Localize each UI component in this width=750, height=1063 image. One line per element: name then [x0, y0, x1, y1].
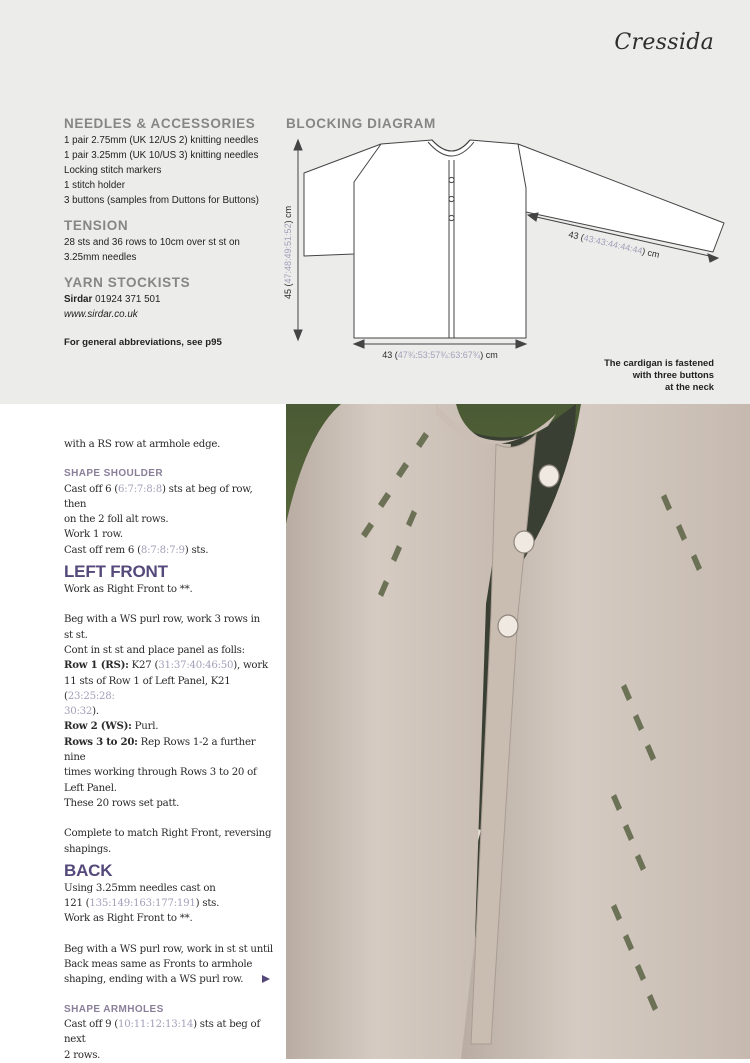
pattern-instructions: with a RS row at armhole edge. SHAPE SHOULDER Cast off 6 (6:7:7:8:8) sts at beg of row, then on the 2 foll alt rows. Work 1 row. Cast off rem 6 (8:7:8:7:9) sts. LEFT FRONT Work as Right Front to **. Beg with a WS purl row, work 3 rows in st st. Cont in st st and place panel as folls: Row 1 (RS): K27 (31:37:40:46:50), work 11 sts of Row 1 of Left Panel, K21 (23:25:28: 30:32). Row 2 (WS): Purl. Rows 3 to 20: Rep Rows 1-2 a further nine times working through Rows 3 to 20 of Left Panel. These 20 rows set patt. Complete to match Right Front, reversing shapings. BACK Using 3.25mm needles cast on 121 (135:149:163:177:191) sts. Work as Right Front to **. Beg with a WS purl row, work in st st until Back meas same as Fronts to armhole shaping, ending with a WS purl row. SHAPE ARMHOLES Cast off 9 (10:11:12:13:14) sts at beg of next 2 rows. — [64, 439, 273, 1061]
needles-heading: NEEDLES & ACCESSORIES — [64, 116, 256, 131]
diagram-button — [449, 215, 454, 220]
blocking-diagram-title: BLOCKING DIAGRAM — [286, 116, 436, 131]
back-heading: BACK — [64, 860, 113, 880]
yarn-stockist — [64, 292, 279, 307]
cardigan-photo — [286, 404, 750, 1059]
tension-line: 28 sts and 36 rows to 10cm over st st on — [64, 237, 240, 248]
abbreviations-note: For general abbreviations, see p95 — [64, 337, 222, 348]
tension-line: 3.25mm needles — [64, 252, 137, 263]
blocking-diagram — [282, 136, 732, 368]
diagram-button — [449, 177, 454, 182]
needles-line: Locking stitch markers — [64, 165, 162, 176]
cardigan-button — [498, 615, 518, 637]
needles-line: 1 pair 3.25mm (UK 10/US 3) knitting needles — [64, 150, 259, 161]
shape-armholes-heading: SHAPE ARMHOLES — [64, 1003, 164, 1015]
diagram-button — [449, 196, 454, 201]
needles-line: 1 stitch holder — [64, 180, 125, 191]
diagram-body — [354, 140, 526, 338]
needles-line: 3 buttons (samples from Duttons for Buttons) — [64, 195, 259, 206]
yarn-phone: 01924 371 501 — [95, 294, 161, 305]
tension-heading: TENSION — [64, 218, 129, 233]
continue-arrow-icon — [262, 975, 270, 983]
yarn-brand: Sirdar — [64, 294, 93, 305]
length-label: 45 (47:48:49:51:52) cm — [283, 205, 293, 299]
left-front-heading: LEFT FRONT — [64, 562, 168, 582]
yarn-website-link[interactable]: www.sirdar.co.uk — [64, 309, 138, 320]
width-label: 43 (47¾:53:57¾:63:67¾) cm — [382, 350, 498, 360]
sleeve-label: 43 (43:43:44:44:44) cm — [567, 229, 661, 260]
cardigan-button — [514, 531, 534, 553]
yarn-heading: YARN STOCKISTS — [64, 275, 191, 290]
intro-line: with a RS row at armhole edge. — [64, 439, 221, 450]
photo-caption: The cardigan is fastened with three buttons at the neck — [604, 357, 714, 392]
needles-line: 1 pair 2.75mm (UK 12/US 2) knitting needles — [64, 135, 259, 146]
pattern-title: Cressida — [614, 30, 714, 55]
materials-block — [64, 116, 279, 322]
cardigan-button — [539, 465, 559, 487]
shape-shoulder-heading: SHAPE SHOULDER — [64, 468, 163, 480]
